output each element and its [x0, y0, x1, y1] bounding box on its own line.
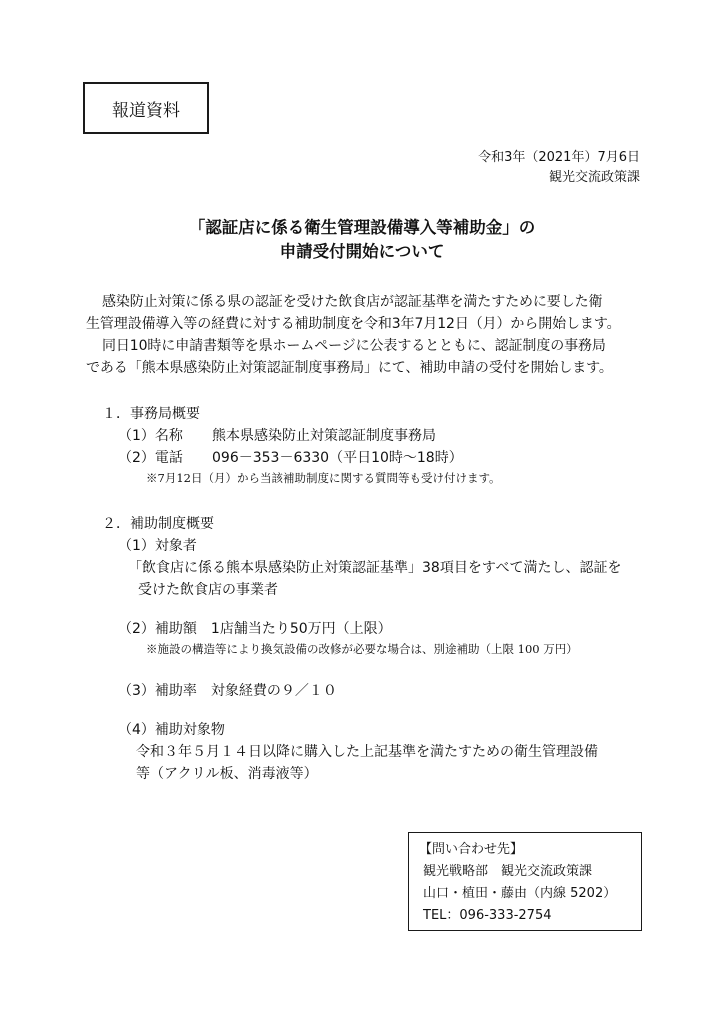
- section1-heading: １．事務局概要: [102, 406, 200, 422]
- press-release-label: 報道資料: [112, 100, 180, 121]
- office-name-label: （1）名称: [118, 428, 183, 444]
- target-heading: （1）対象者: [118, 538, 197, 554]
- intro-line-1: 感染防止対策に係る県の認証を受けた飲食店が認証基準を満たすために要した衛: [102, 294, 603, 310]
- contact-box: [408, 832, 642, 931]
- contact-persons: 山口・植田・藤由（内線 5202）: [423, 886, 617, 901]
- rate-heading: （3）補助率 対象経費の９／１０: [118, 683, 337, 699]
- intro-line-4: である「熊本県感染防止対策認証制度事務局」にて、補助申請の受付を開始します。: [86, 360, 613, 376]
- intro-line-2: 生管理設備導入等の経費に対する補助制度を令和3年7月12日（月）から開始します。: [86, 316, 621, 332]
- document-title-line1: 「認証店に係る衛生管理設備導入等補助金」の: [188, 218, 536, 237]
- office-note: ※7月12日（月）から当該補助制度に関する質問等も受け付けます。: [146, 471, 501, 485]
- amount-note: ※施設の構造等により換気設備の改修が必要な場合は、別途補助（上限 100 万円）: [146, 642, 578, 656]
- contact-phone: TEL：096-333-2754: [423, 908, 552, 923]
- office-phone-value: 096－353－6330（平日10時～18時）: [212, 450, 463, 466]
- items-line-2: 等（アクリル板、消毒液等）: [136, 766, 318, 782]
- office-phone-label: （2）電話: [118, 450, 183, 466]
- section2-heading: ２．補助制度概要: [102, 516, 214, 532]
- issue-date: 令和3年（2021年）7月6日: [478, 150, 640, 165]
- amount-heading: （2）補助額 1店舗当たり50万円（上限）: [118, 621, 392, 637]
- press-release-label-box: [83, 82, 209, 134]
- intro-line-3: 同日10時に申請書類等を県ホームページに公表するとともに、認証制度の事務局: [102, 338, 606, 354]
- document-title-line2: 申請受付開始について: [279, 242, 445, 261]
- contact-department: 観光戦略部 観光交流政策課: [423, 864, 593, 879]
- target-line-1: 「飲食店に係る熊本県感染防止対策認証基準」38項目をすべて満たし、認証を: [128, 560, 622, 576]
- target-line-2: 受けた飲食店の事業者: [138, 582, 278, 598]
- items-heading: （4）補助対象物: [118, 722, 225, 738]
- office-name-value: 熊本県感染防止対策認証制度事務局: [212, 428, 436, 444]
- issuing-department: 観光交流政策課: [548, 170, 640, 185]
- contact-heading: 【問い合わせ先】: [419, 842, 524, 857]
- items-line-1: 令和３年５月１４日以降に購入した上記基準を満たすための衛生管理設備: [136, 744, 598, 760]
